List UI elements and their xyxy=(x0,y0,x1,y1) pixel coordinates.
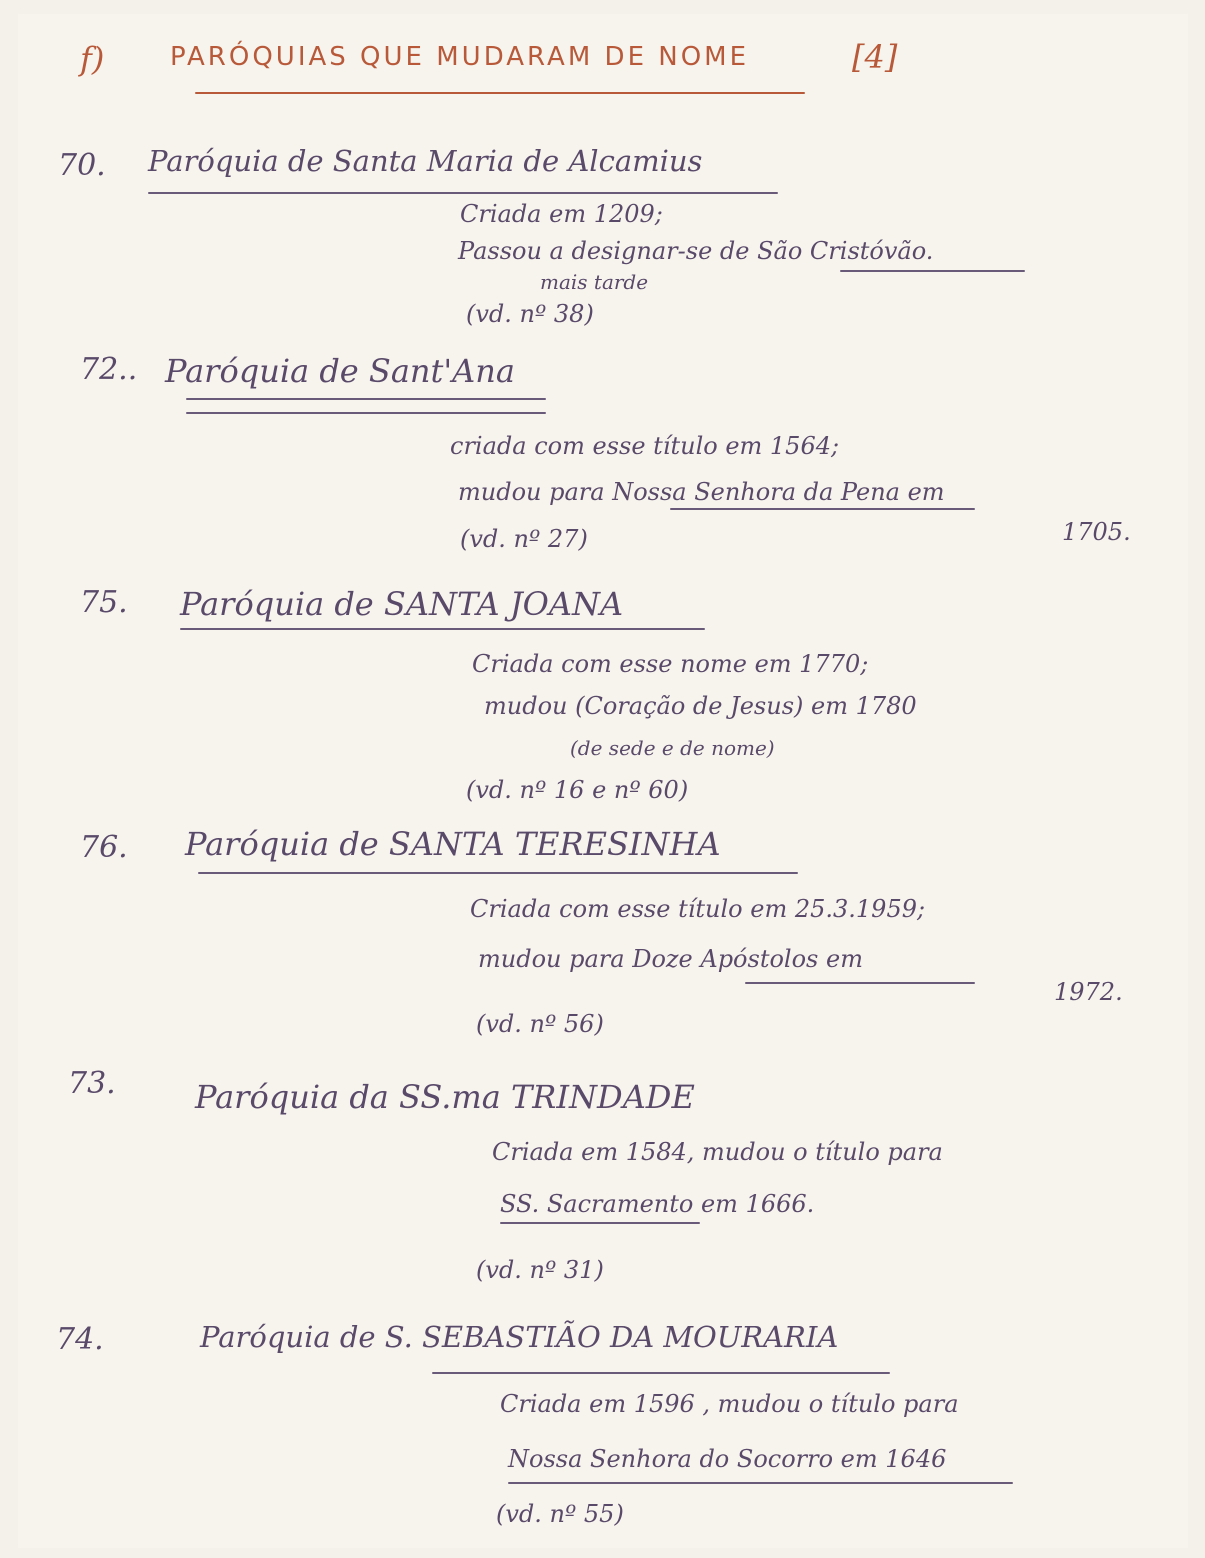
entry-title: Paróquia da SS.ma TRINDADE xyxy=(195,1078,695,1116)
entry-title: Paróquia de S. SEBASTIÃO DA MOURARIA xyxy=(200,1320,839,1354)
entry-number: 72.. xyxy=(80,352,138,387)
entry-number: 70. xyxy=(58,148,106,183)
entry-line: mudou para Nossa Senhora da Pena em xyxy=(458,478,945,506)
entry-title-underline xyxy=(432,1372,890,1374)
entry-title-underline xyxy=(198,872,798,874)
entry-line: Criada em 1584, mudou o título para xyxy=(492,1138,943,1166)
entry-number: 73. xyxy=(68,1066,116,1101)
entry-line: mudou (Coração de Jesus) em 1780 xyxy=(484,692,917,720)
entry-title: Paróquia de Santa Maria de Alcamius xyxy=(148,144,703,178)
entry-title: Paróquia de SANTA JOANA xyxy=(180,585,624,623)
entry-number: 74. xyxy=(56,1322,104,1357)
heading-underline xyxy=(195,92,805,94)
entry-reference: (vd. nº 55) xyxy=(496,1500,624,1528)
line-underline xyxy=(840,270,1025,272)
entry-insert: (de sede e de nome) xyxy=(570,736,775,760)
entry-title: Paróquia de SANTA TERESINHA xyxy=(185,825,721,863)
line-underline xyxy=(745,982,975,984)
entry-correction: 1705. xyxy=(1062,518,1131,546)
entry-line: criada com esse título em 1564; xyxy=(450,432,840,460)
entry-line: Criada em 1209; xyxy=(460,200,663,228)
entry-number: 76. xyxy=(80,830,128,865)
section-label: f) xyxy=(80,40,105,78)
entry-title-underline-2 xyxy=(186,412,546,414)
line-underline xyxy=(500,1222,700,1224)
entry-line: Passou a designar-se de São Cristóvão. xyxy=(458,237,934,265)
entry-title: Paróquia de Sant'Ana xyxy=(165,352,515,390)
page-heading: PARÓQUIAS QUE MUDARAM DE NOME xyxy=(170,42,750,72)
entry-correction: 1972. xyxy=(1054,978,1123,1006)
entry-insert: mais tarde xyxy=(540,270,649,294)
entry-title-underline xyxy=(148,192,778,194)
entry-line: Criada com esse título em 25.3.1959; xyxy=(470,895,926,923)
entry-line: Criada com esse nome em 1770; xyxy=(472,650,869,678)
entry-reference: (vd. nº 38) xyxy=(466,300,594,328)
entry-reference: (vd. nº 56) xyxy=(476,1010,604,1038)
entry-line: mudou para Doze Apóstolos em xyxy=(478,945,863,973)
entry-title-underline xyxy=(186,398,546,400)
entry-title-underline xyxy=(180,628,705,630)
entry-number: 75. xyxy=(80,585,128,620)
page-reference: [4] xyxy=(852,38,898,76)
line-underline xyxy=(508,1482,1013,1484)
entry-line: SS. Sacramento em 1666. xyxy=(500,1190,815,1218)
line-underline xyxy=(670,508,975,510)
entry-line: Criada em 1596 , mudou o título para xyxy=(500,1390,959,1418)
entry-line: Nossa Senhora do Socorro em 1646 xyxy=(508,1445,947,1473)
entry-reference: (vd. nº 27) xyxy=(460,525,588,553)
entry-reference: (vd. nº 16 e nº 60) xyxy=(466,776,689,804)
entry-reference: (vd. nº 31) xyxy=(476,1256,604,1284)
